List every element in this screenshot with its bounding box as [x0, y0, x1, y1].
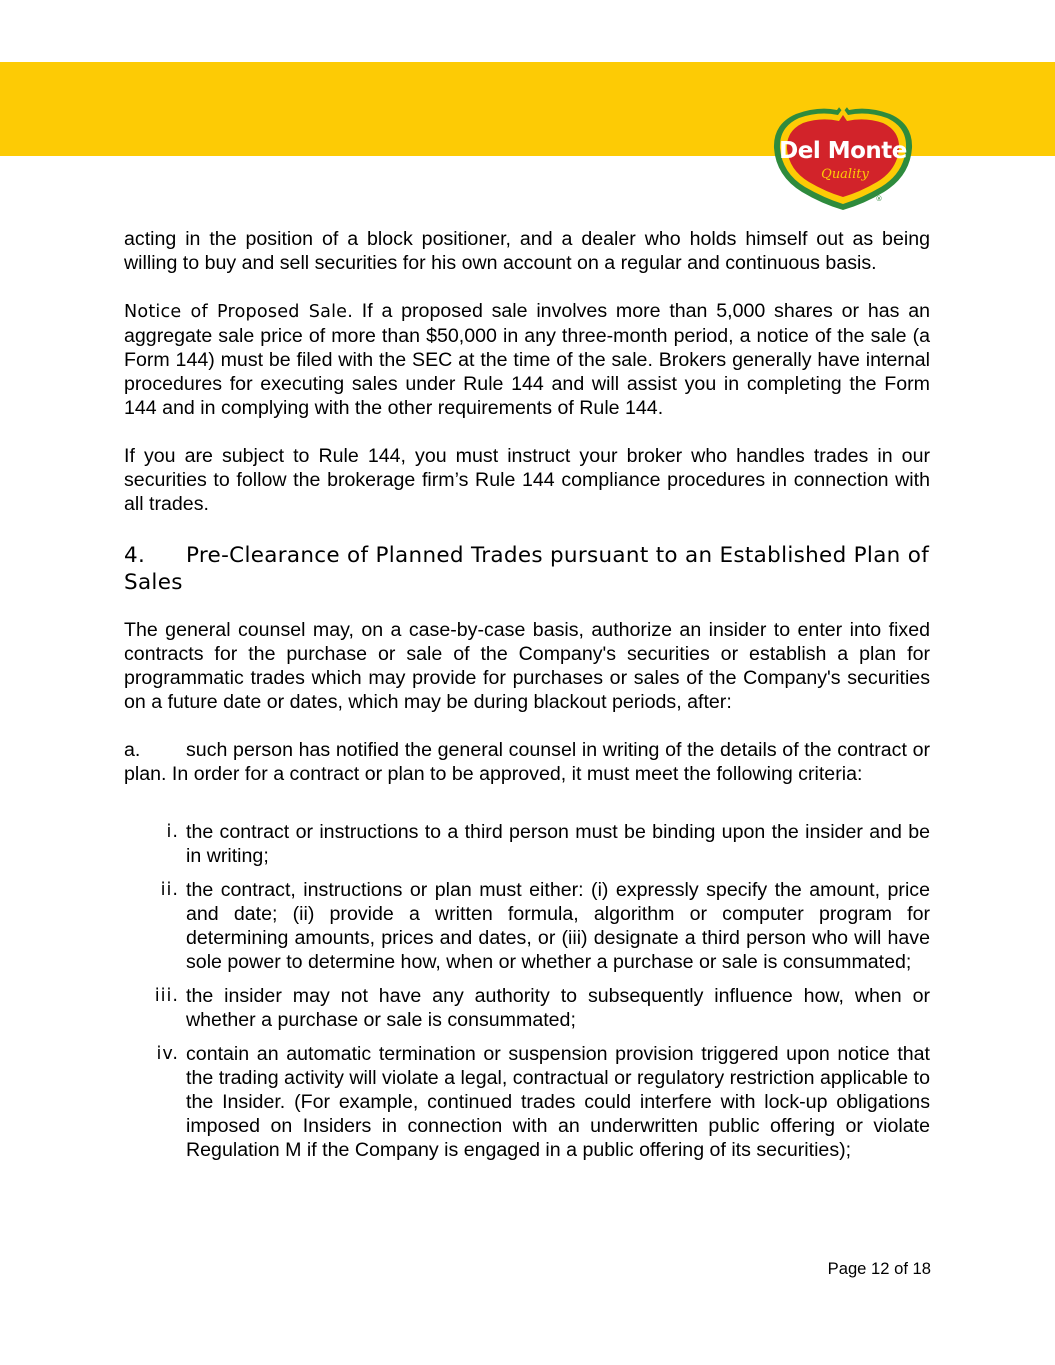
section-title: Pre-Clearance of Planned Trades pursuant to an Established Plan of Sales — [124, 543, 930, 595]
criteria-list — [124, 820, 930, 1162]
document-body — [124, 227, 930, 1172]
list-item-number: iv. — [156, 1044, 179, 1064]
list-item-number: ii. — [160, 880, 179, 900]
item-a-label: a. — [124, 739, 141, 761]
page-number: Page 12 of 18 — [827, 1259, 931, 1278]
list-item-text: the insider may not have any authority to subsequently influence how, when or whether a purchase or sale is consummated; — [186, 985, 930, 1031]
list-item — [124, 820, 930, 868]
logo-quality: Quality — [821, 167, 869, 182]
list-item-number: iii. — [154, 986, 179, 1006]
paragraph-block-positioner: acting in the position of a block positioner, and a dealer who holds himself out as being willing to buy and sell securities for his own account on a regular and continuous basis. — [124, 228, 930, 274]
paragraph-notice-of-proposed-sale — [124, 299, 930, 420]
item-a-text: such person has notified the general counsel in writing of the details of the contract or plan. In order for a contract or plan to be approved, it must meet the following criteria: — [124, 739, 930, 785]
list-item-text: the contract, instructions or plan must either: (i) expressly specify the amount, price and date; (ii) provide a written formula, algorithm or computer program for determining amounts, prices and dates, or (iii) designate a third person who will have sole power to determine how, when or whether a purchase or sale is consummated; — [186, 879, 930, 973]
list-item — [124, 1042, 930, 1162]
item-a — [124, 738, 930, 786]
list-item — [124, 878, 930, 974]
section-4-heading — [124, 542, 930, 596]
notice-heading: Notice of Proposed Sale. — [124, 302, 354, 322]
section-4-intro: The general counsel may, on a case-by-case basis, authorize an insider to enter into fixed contracts for the purchase or sale of the Company's securities or establish a plan for programmatic trades which may provide for purchases or sales of the Company's securities on a future date or dates, which may be during blackout periods, after: — [124, 619, 930, 713]
list-item — [124, 984, 930, 1032]
section-number: 4. — [124, 543, 146, 568]
notice-body: If a proposed sale involves more than 5,000 shares or has an aggregate sale price of more than $50,000 in any three-month period, a notice of the sale (a Form 144) must be filed with the SEC at the time of the sale. Brokers generally have internal procedures for executing sales under Rule 144 and will assist you in completing the Form 144 and in complying with the other requirements of Rule 144. — [124, 300, 930, 419]
logo-wordmark: Del Monte — [779, 138, 907, 164]
logo-registered-mark: ® — [875, 195, 883, 203]
paragraph-broker-instruction: If you are subject to Rule 144, you must instruct your broker who handles trades in our securities to follow the brokerage firm’s Rule 144 compliance procedures in connection with all trades. — [124, 445, 930, 515]
del-monte-logo — [772, 100, 914, 212]
list-item-number: i. — [166, 822, 179, 842]
list-item-text: the contract or instructions to a third person must be binding upon the insider and be in writing; — [186, 821, 930, 867]
list-item-text: contain an automatic termination or suspension provision triggered upon notice that the trading activity will violate a legal, contractual or regulatory restriction applicable to the Insider. (For example, continued trades could interfere with lock-up obligations imposed on Insiders in connection with an underwritten public offering or violate Regulation M if the Company is engaged in a public offering of its securities); — [186, 1043, 930, 1161]
